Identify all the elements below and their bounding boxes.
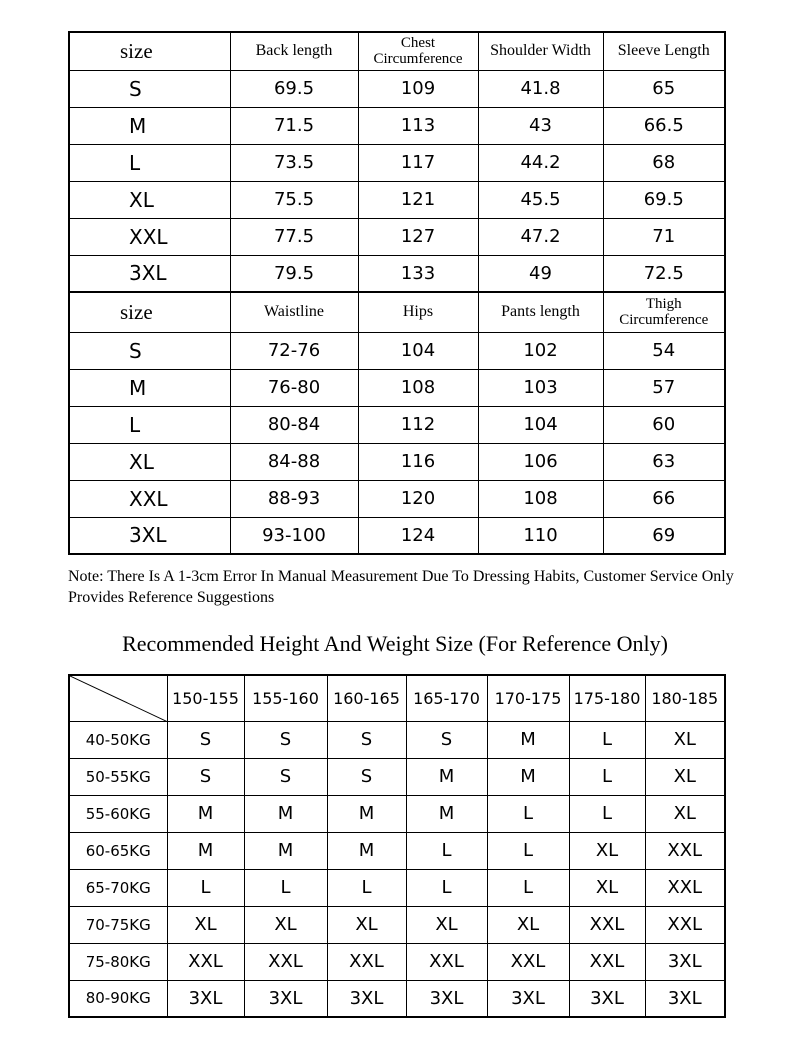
- weight-range: 50-55KG: [69, 758, 167, 795]
- recommendation-chart: [68, 674, 724, 1018]
- size-label: M: [69, 369, 230, 406]
- size-row: [69, 406, 725, 443]
- chest-circumference-header: Chest Circumference: [358, 32, 478, 70]
- recommended-size: S: [244, 721, 327, 758]
- measurement-value: 106: [478, 443, 603, 480]
- bottom-chart-body: [69, 292, 725, 554]
- recommended-size: XL: [569, 869, 645, 906]
- size-measurement-table: [68, 31, 726, 555]
- recommended-size: M: [167, 832, 244, 869]
- measurement-value: 79.5: [230, 255, 358, 292]
- weight-range: 40-50KG: [69, 721, 167, 758]
- recommended-size: XL: [569, 832, 645, 869]
- weight-row: [69, 795, 725, 832]
- size-label: 3XL: [69, 255, 230, 292]
- weight-row: [69, 758, 725, 795]
- recommended-size: XXL: [645, 869, 725, 906]
- measurement-value: 57: [603, 369, 725, 406]
- recommended-size: XL: [645, 795, 725, 832]
- diagonal-divider: [70, 676, 168, 722]
- recommended-size: XXL: [487, 943, 569, 980]
- hips-header: Hips: [358, 292, 478, 332]
- recommended-size: S: [244, 758, 327, 795]
- recommended-size: M: [327, 832, 406, 869]
- recommended-size: 3XL: [569, 980, 645, 1017]
- measurement-value: 73.5: [230, 144, 358, 181]
- size-row: [69, 218, 725, 255]
- recommended-size: XL: [327, 906, 406, 943]
- recommended-size: M: [327, 795, 406, 832]
- size-label: XXL: [69, 480, 230, 517]
- recommended-size: L: [327, 869, 406, 906]
- measurement-value: 44.2: [478, 144, 603, 181]
- recommended-size: L: [406, 832, 487, 869]
- recommended-size: M: [406, 758, 487, 795]
- measurement-value: 76-80: [230, 369, 358, 406]
- measurement-value: 45.5: [478, 181, 603, 218]
- measurement-chart: [68, 31, 724, 555]
- recommended-size: S: [167, 721, 244, 758]
- size-label: XL: [69, 181, 230, 218]
- recommended-size: M: [244, 832, 327, 869]
- recommendation-title: Recommended Height And Weight Size (For Reference Only): [122, 631, 668, 656]
- size-row: [69, 107, 725, 144]
- thigh-circumference-header: Thigh Circumference: [603, 292, 725, 332]
- measurement-value: 60: [603, 406, 725, 443]
- top-header-row: [69, 32, 725, 70]
- measurement-value: 104: [478, 406, 603, 443]
- recommended-size: XXL: [645, 906, 725, 943]
- recommended-size: L: [487, 869, 569, 906]
- measurement-value: 66: [603, 480, 725, 517]
- measurement-value: 66.5: [603, 107, 725, 144]
- weight-range: 55-60KG: [69, 795, 167, 832]
- recommended-size: L: [406, 869, 487, 906]
- measurement-value: 65: [603, 70, 725, 107]
- recommended-size: L: [569, 795, 645, 832]
- measurement-value: 124: [358, 517, 478, 554]
- top-chart-body: [69, 32, 725, 292]
- height-header-row: [69, 675, 725, 721]
- measurement-value: 127: [358, 218, 478, 255]
- measurement-value: 88-93: [230, 480, 358, 517]
- recommended-size: L: [569, 721, 645, 758]
- size-row: [69, 517, 725, 554]
- measurement-value: 69.5: [230, 70, 358, 107]
- measurement-value: 108: [358, 369, 478, 406]
- recommended-size: 3XL: [167, 980, 244, 1017]
- recommended-size: 3XL: [406, 980, 487, 1017]
- recommended-size: L: [244, 869, 327, 906]
- measurement-value: 71.5: [230, 107, 358, 144]
- pants-length-header: Pants length: [478, 292, 603, 332]
- recommended-size: S: [167, 758, 244, 795]
- measurement-value: 93-100: [230, 517, 358, 554]
- measurement-value: 113: [358, 107, 478, 144]
- measurement-value: 121: [358, 181, 478, 218]
- recommended-size: M: [487, 721, 569, 758]
- recommended-size: 3XL: [645, 943, 725, 980]
- size-row: [69, 255, 725, 292]
- height-range: 160-165: [327, 675, 406, 721]
- sleeve-length-header: Sleeve Length: [603, 32, 725, 70]
- measurement-value: 80-84: [230, 406, 358, 443]
- size-label: L: [69, 144, 230, 181]
- measurement-value: 69: [603, 517, 725, 554]
- size-row: [69, 369, 725, 406]
- recommended-size: XXL: [167, 943, 244, 980]
- measurement-value: 103: [478, 369, 603, 406]
- weight-row: [69, 721, 725, 758]
- measurement-value: 104: [358, 332, 478, 369]
- recommended-size: XXL: [569, 943, 645, 980]
- size-label: M: [69, 107, 230, 144]
- measurement-value: 72-76: [230, 332, 358, 369]
- recommended-size: XXL: [645, 832, 725, 869]
- measurement-value: 43: [478, 107, 603, 144]
- height-range: 165-170: [406, 675, 487, 721]
- weight-row: [69, 906, 725, 943]
- measurement-value: 110: [478, 517, 603, 554]
- measurement-value: 47.2: [478, 218, 603, 255]
- recommended-size: L: [487, 795, 569, 832]
- measurement-value: 77.5: [230, 218, 358, 255]
- recommended-size: XL: [244, 906, 327, 943]
- size-row: [69, 144, 725, 181]
- weight-row: [69, 980, 725, 1017]
- weight-range: 65-70KG: [69, 869, 167, 906]
- height-weight-table: [68, 674, 726, 1018]
- recommended-size: L: [167, 869, 244, 906]
- recommended-size: L: [569, 758, 645, 795]
- measurement-value: 41.8: [478, 70, 603, 107]
- weight-range: 80-90KG: [69, 980, 167, 1017]
- size-label: XL: [69, 443, 230, 480]
- recommendation-body: [69, 675, 725, 1017]
- weight-range: 75-80KG: [69, 943, 167, 980]
- recommended-size: XL: [645, 758, 725, 795]
- size-label: S: [69, 332, 230, 369]
- back-length-header: Back length: [230, 32, 358, 70]
- weight-row: [69, 832, 725, 869]
- size-label: 3XL: [69, 517, 230, 554]
- size-row: [69, 70, 725, 107]
- measurement-value: 109: [358, 70, 478, 107]
- size-label: XXL: [69, 218, 230, 255]
- recommended-size: S: [327, 758, 406, 795]
- measurement-value: 63: [603, 443, 725, 480]
- bottom-header-row: [69, 292, 725, 332]
- measurement-value: 71: [603, 218, 725, 255]
- recommended-size: 3XL: [327, 980, 406, 1017]
- recommended-size: XL: [167, 906, 244, 943]
- height-range: 150-155: [167, 675, 244, 721]
- size-label: L: [69, 406, 230, 443]
- height-range: 175-180: [569, 675, 645, 721]
- recommended-size: S: [327, 721, 406, 758]
- recommended-size: S: [406, 721, 487, 758]
- recommended-size: XXL: [569, 906, 645, 943]
- height-range: 180-185: [645, 675, 725, 721]
- waistline-header: Waistline: [230, 292, 358, 332]
- recommended-size: 3XL: [645, 980, 725, 1017]
- measurement-value: 117: [358, 144, 478, 181]
- measurement-value: 120: [358, 480, 478, 517]
- measurement-value: 69.5: [603, 181, 725, 218]
- recommended-size: 3XL: [244, 980, 327, 1017]
- measurement-value: 84-88: [230, 443, 358, 480]
- measurement-value: 102: [478, 332, 603, 369]
- recommended-size: M: [244, 795, 327, 832]
- measurement-value: 112: [358, 406, 478, 443]
- weight-row: [69, 943, 725, 980]
- recommended-size: XXL: [406, 943, 487, 980]
- measurement-note: Note: There Is A 1-3cm Error In Manual Measurement Due To Dressing Habits, Customer Service Only Provides Reference Suggestions: [68, 568, 734, 606]
- recommended-size: M: [487, 758, 569, 795]
- recommended-size: M: [406, 795, 487, 832]
- recommended-size: XL: [487, 906, 569, 943]
- height-range: 170-175: [487, 675, 569, 721]
- size-header: size: [69, 292, 230, 332]
- recommended-size: XL: [645, 721, 725, 758]
- measurement-value: 72.5: [603, 255, 725, 292]
- measurement-value: 49: [478, 255, 603, 292]
- recommended-size: L: [487, 832, 569, 869]
- shoulder-width-header: Shoulder Width: [478, 32, 603, 70]
- size-header: size: [69, 32, 230, 70]
- recommended-size: M: [167, 795, 244, 832]
- size-label: S: [69, 70, 230, 107]
- size-row: [69, 181, 725, 218]
- measurement-value: 133: [358, 255, 478, 292]
- recommended-size: 3XL: [487, 980, 569, 1017]
- recommended-size: XXL: [327, 943, 406, 980]
- height-range: 155-160: [244, 675, 327, 721]
- size-row: [69, 332, 725, 369]
- corner-cell: [69, 675, 167, 721]
- recommended-size: XXL: [244, 943, 327, 980]
- weight-range: 70-75KG: [69, 906, 167, 943]
- measurement-value: 54: [603, 332, 725, 369]
- measurement-value: 68: [603, 144, 725, 181]
- measurement-value: 116: [358, 443, 478, 480]
- recommended-size: XL: [406, 906, 487, 943]
- measurement-value: 108: [478, 480, 603, 517]
- weight-range: 60-65KG: [69, 832, 167, 869]
- measurement-value: 75.5: [230, 181, 358, 218]
- size-row: [69, 480, 725, 517]
- size-row: [69, 443, 725, 480]
- weight-row: [69, 869, 725, 906]
